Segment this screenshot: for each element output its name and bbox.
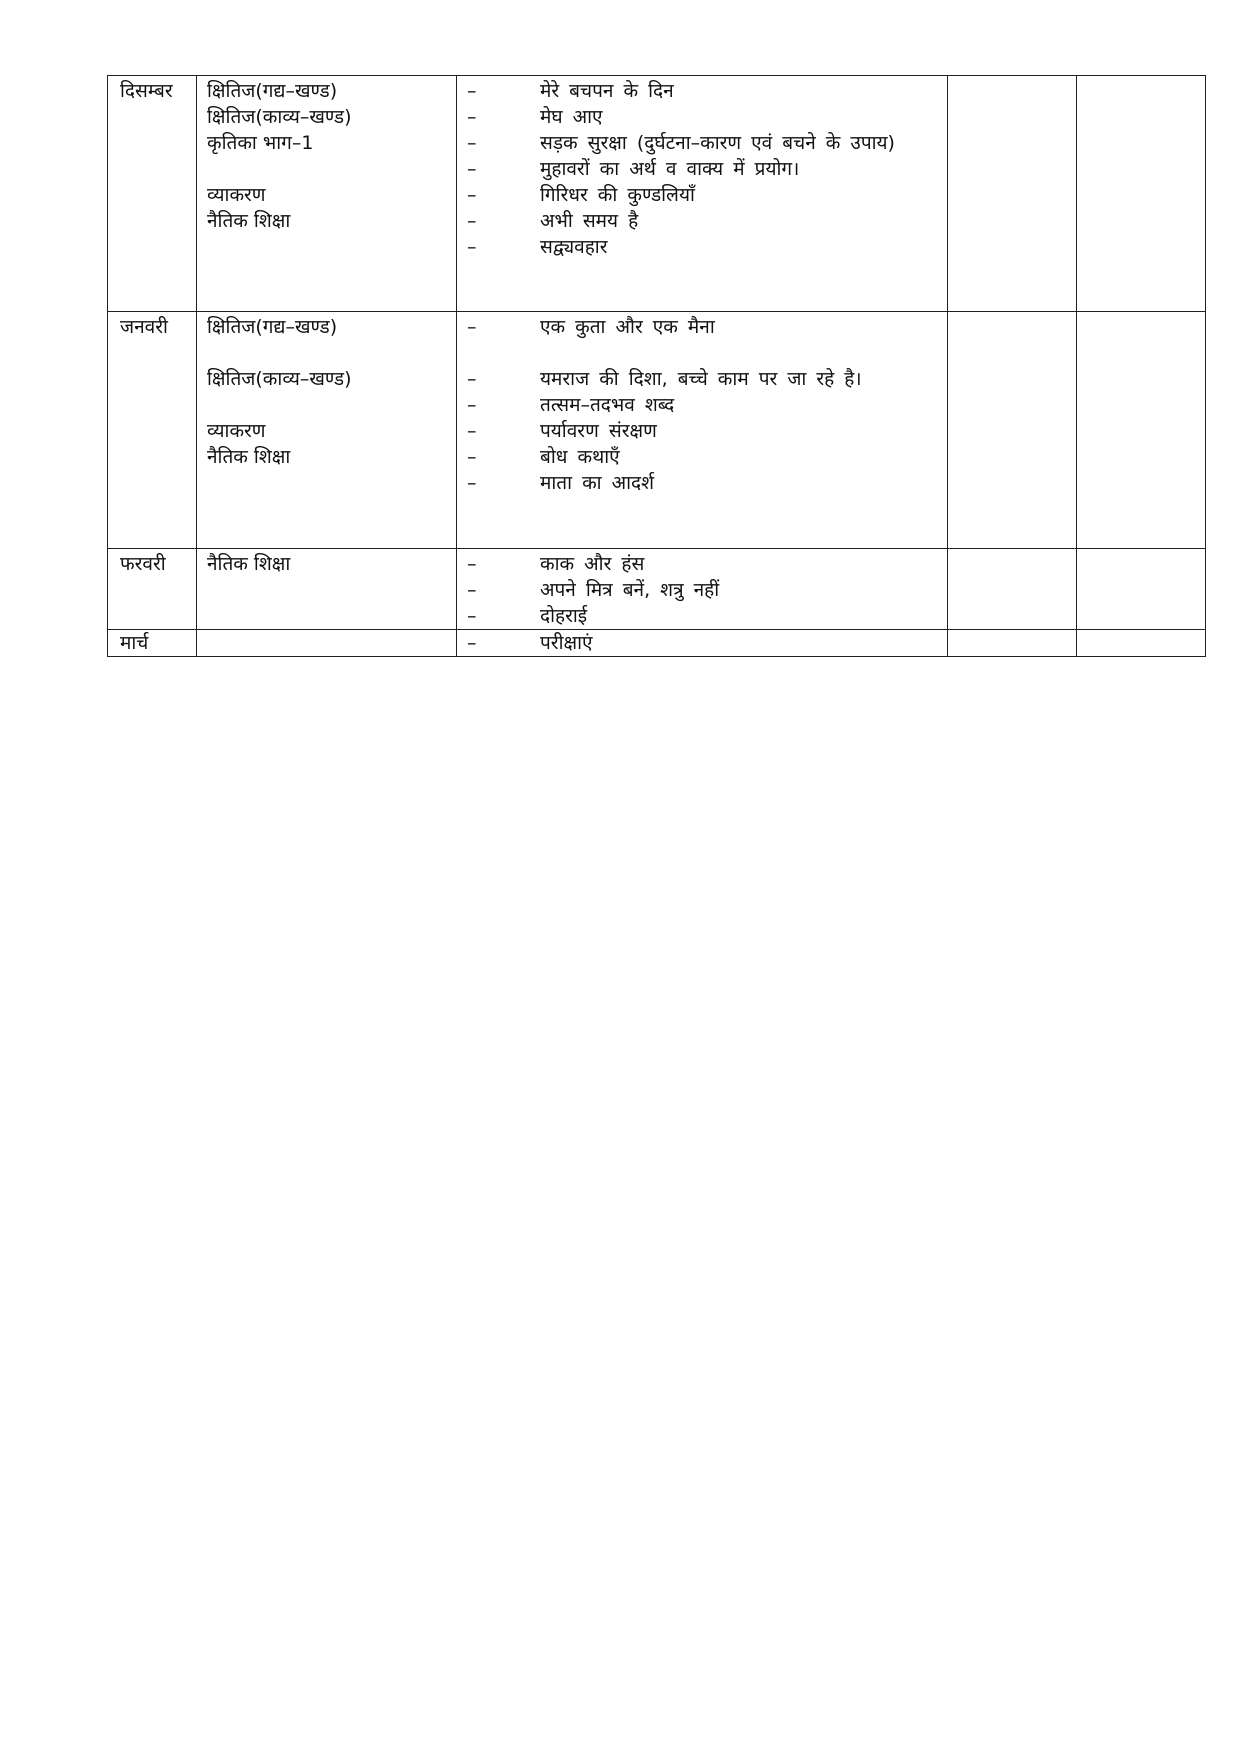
topic-item — [467, 577, 939, 603]
dash-marker: – — [467, 184, 477, 206]
book-spacer — [207, 392, 456, 418]
topic-item — [467, 603, 939, 629]
month-label: फरवरी — [120, 553, 166, 575]
topic-item — [467, 444, 939, 470]
book-item: क्षितिज(गद्य–खण्ड) — [207, 80, 338, 102]
dash-marker: – — [467, 368, 477, 390]
topic-text: अपने मित्र बनें, शत्रु नहीं — [540, 579, 720, 601]
topic-item — [467, 551, 939, 577]
syllabus-table — [107, 75, 1206, 657]
topic-item — [467, 470, 939, 496]
book-cell — [197, 549, 457, 630]
month-cell — [108, 312, 197, 549]
topic-text: काक और हंस — [540, 553, 645, 575]
table-row-january — [108, 312, 1206, 549]
empty-cell — [1077, 549, 1206, 630]
book-cell — [197, 312, 457, 549]
month-label: दिसम्बर — [120, 80, 173, 102]
topic-text: अभी समय है — [540, 210, 639, 232]
dash-marker: – — [467, 553, 477, 575]
month-cell — [108, 76, 197, 312]
book-cell — [197, 76, 457, 312]
topic-text: गिरिधर की कुण्डलियाँ — [540, 184, 695, 206]
empty-cell — [948, 76, 1077, 312]
topics-cell — [457, 312, 948, 549]
book-item: नैतिक शिक्षा — [207, 210, 291, 232]
month-label: जनवरी — [120, 316, 168, 338]
empty-cell — [1077, 312, 1206, 549]
book-spacer — [207, 156, 456, 182]
dash-marker: – — [467, 472, 477, 494]
topic-item — [467, 314, 939, 340]
month-label: मार्च — [120, 632, 149, 654]
empty-cell — [1077, 76, 1206, 312]
book-item: नैतिक शिक्षा — [207, 446, 291, 468]
topic-spacer — [467, 340, 939, 366]
topics-cell — [457, 76, 948, 312]
dash-marker: – — [467, 632, 477, 654]
book-item: कृतिका भाग–1 — [207, 132, 314, 154]
topic-text: परीक्षाएं — [540, 632, 593, 654]
dash-marker: – — [467, 579, 477, 601]
topic-text: यमराज की दिशा, बच्चे काम पर जा रहे है। — [540, 368, 862, 390]
dash-marker: – — [467, 132, 477, 154]
topic-text: दोहराई — [540, 605, 588, 627]
book-cell — [197, 630, 457, 657]
month-cell — [108, 549, 197, 630]
topic-item — [467, 78, 939, 104]
empty-cell — [1077, 630, 1206, 657]
table-row-march — [108, 630, 1206, 657]
topic-text: तत्सम–तदभव शब्द — [540, 394, 675, 416]
topic-item — [467, 182, 939, 208]
dash-marker: – — [467, 605, 477, 627]
dash-marker: – — [467, 210, 477, 232]
dash-marker: – — [467, 106, 477, 128]
topic-text: बोध कथाएँ — [540, 446, 620, 468]
topic-item — [467, 234, 939, 260]
empty-cell — [948, 630, 1077, 657]
topic-item — [467, 208, 939, 234]
dash-marker: – — [467, 446, 477, 468]
dash-marker: – — [467, 316, 477, 338]
month-cell — [108, 630, 197, 657]
topic-text: सड़क सुरक्षा (दुर्घटना–कारण एवं बचने के उपाय) — [540, 132, 895, 154]
topic-item — [467, 104, 939, 130]
dash-marker: – — [467, 236, 477, 258]
topic-text: माता का आदर्श — [540, 472, 655, 494]
topic-item — [467, 418, 939, 444]
topic-item — [467, 156, 939, 182]
dash-marker: – — [467, 394, 477, 416]
topic-text: एक कुता और एक मैना — [540, 316, 715, 338]
topics-cell — [457, 630, 948, 657]
empty-cell — [948, 312, 1077, 549]
topic-item — [467, 630, 939, 656]
topic-text: मेरे बचपन के दिन — [540, 80, 674, 102]
table-row-december — [108, 76, 1206, 312]
book-item: क्षितिज(काव्य–खण्ड) — [207, 368, 352, 390]
book-item: नैतिक शिक्षा — [207, 553, 291, 575]
book-item: व्याकरण — [207, 184, 266, 206]
book-item: व्याकरण — [207, 420, 266, 442]
topic-text: सद्व्यवहार — [540, 236, 608, 258]
topic-text: पर्यावरण संरक्षण — [540, 420, 657, 442]
book-item: क्षितिज(गद्य–खण्ड) — [207, 316, 338, 338]
dash-marker: – — [467, 80, 477, 102]
topic-item — [467, 130, 939, 156]
dash-marker: – — [467, 158, 477, 180]
topic-text: मेघ आए — [540, 106, 603, 128]
table-row-february — [108, 549, 1206, 630]
book-spacer — [207, 340, 456, 366]
book-item: क्षितिज(काव्य–खण्ड) — [207, 106, 352, 128]
empty-cell — [948, 549, 1077, 630]
topics-cell — [457, 549, 948, 630]
topic-text: मुहावरों का अर्थ व वाक्य में प्रयोग। — [540, 158, 800, 180]
topic-item — [467, 392, 939, 418]
dash-marker: – — [467, 420, 477, 442]
topic-item — [467, 366, 939, 392]
